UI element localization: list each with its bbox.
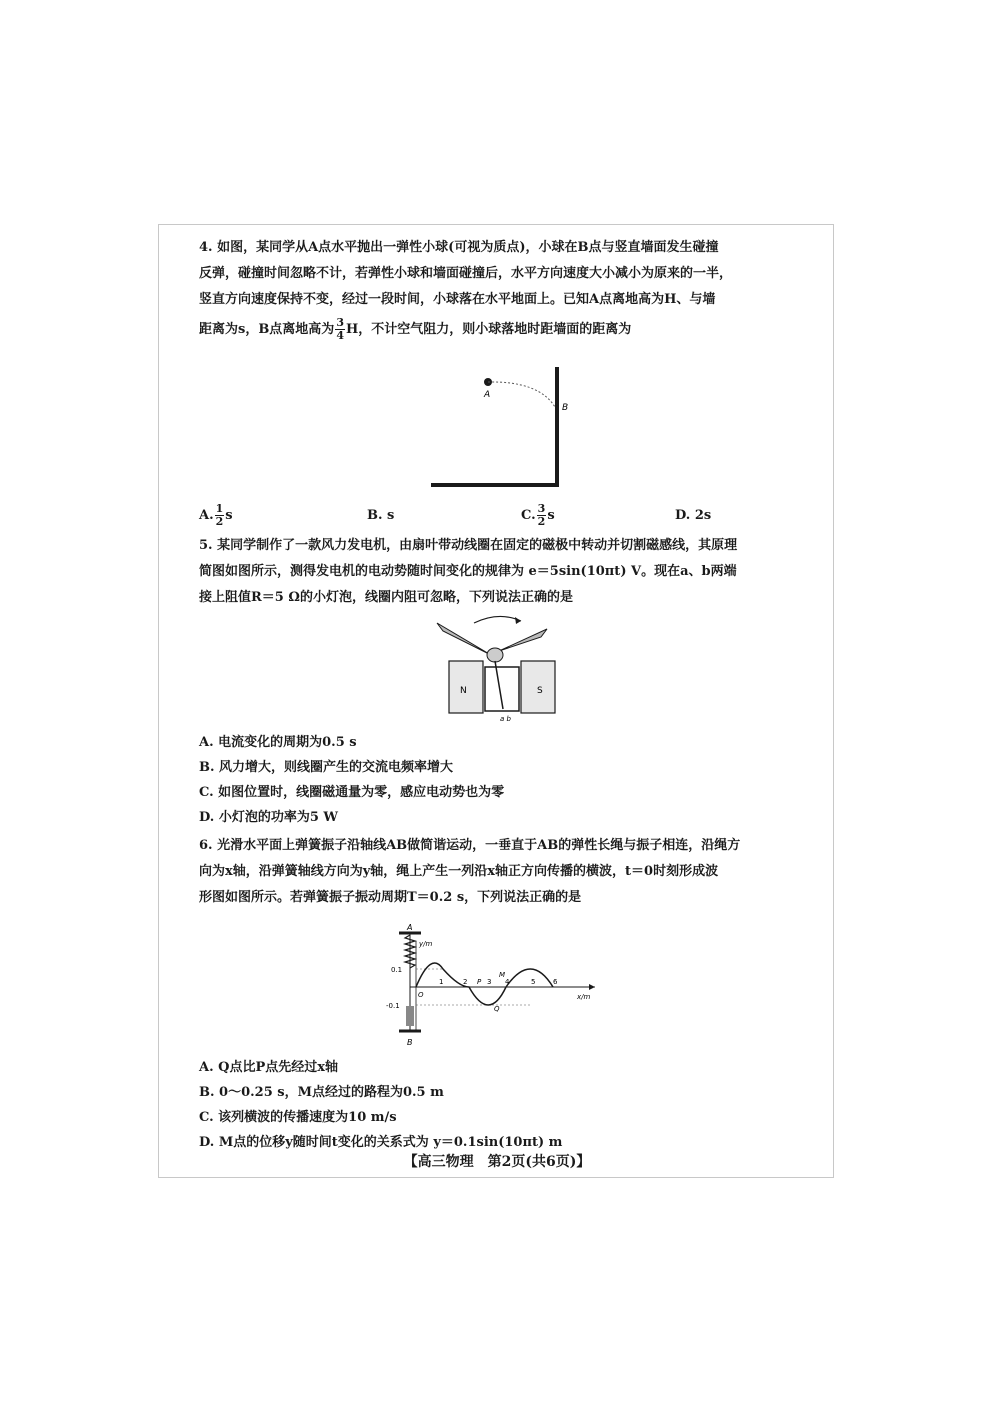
q6-figure [381, 921, 603, 1049]
q6-option-a[interactable]: A. Q点比P点先经过x轴 [199, 1060, 338, 1075]
q6-option-d[interactable]: D. M点的位移y随时间t变化的关系式为 y＝0.1sin(10πt) m [199, 1135, 563, 1150]
x-label: x/m [577, 993, 591, 1001]
point-p: P [477, 978, 482, 986]
point-q: Q [494, 1005, 500, 1013]
q5-option-d[interactable]: D. 小灯泡的功率为5 W [199, 810, 339, 825]
q4-option-a-num: 1 [215, 502, 224, 515]
x-tick-3: 3 [487, 978, 492, 986]
blade-left [437, 623, 491, 655]
q4-option-a-suffix: s [225, 508, 233, 523]
q4-figure [429, 365, 579, 490]
origin-label: O [418, 991, 424, 999]
q4-line-3: 竖直方向速度保持不变，经过一段时间，小球落在水平地面上。已知A点离地高为H、与墙 [199, 292, 716, 307]
page-footer: 【高三物理 第2页(共6页)】 [403, 1154, 591, 1170]
q5-line-3: 接上阻值R＝5 Ω的小灯泡，线圈内阻可忽略，下列说法正确的是 [199, 590, 573, 605]
x-tick-2: 2 [463, 978, 468, 986]
q4-option-d[interactable]: D. 2s [675, 508, 712, 523]
label-n: N [460, 686, 467, 696]
q5-option-c[interactable]: C. 如图位置时，线圈磁通量为零，感应电动势也为零 [199, 785, 505, 800]
q4-option-c-suffix: s [547, 508, 555, 523]
q6-option-b[interactable]: B. 0～0.25 s，M点经过的路程为0.5 m [199, 1085, 444, 1100]
q4-option-c-frac [537, 503, 547, 528]
x-tick-1: 1 [439, 978, 444, 986]
x-tick-5: 5 [531, 978, 536, 986]
x-tick-6: 6 [553, 978, 558, 986]
question-4 [199, 235, 819, 343]
trajectory [488, 382, 555, 407]
q4-fraction [335, 317, 345, 342]
blade-right [499, 629, 547, 651]
question-5 [199, 533, 819, 611]
q4-option-b[interactable]: B. s [367, 508, 395, 523]
exam-page [158, 224, 834, 1178]
q5-line-1: 5. 某同学制作了一款风力发电机，由扇叶带动线圈在固定的磁极中转动并切割磁感线，其原理 [199, 538, 738, 553]
q4-line-2: 反弹，碰撞时间忽略不计，若弹性小球和墙面碰撞后，水平方向速度大小减小为原来的一半， [199, 266, 733, 281]
label-s: S [537, 686, 543, 696]
label-a: A [407, 923, 413, 932]
q5-option-a[interactable]: A. 电流变化的周期为0.5 s [199, 735, 357, 750]
q6-line-3: 形图如图所示。若弹簧振子振动周期T＝0.2 s，下列说法正确的是 [199, 890, 582, 905]
q4-option-a-frac [215, 503, 225, 528]
label-a: A [484, 390, 491, 400]
q4-option-a-den: 2 [215, 515, 224, 528]
q4-line-4-pre: 距离为s，B点离地高为 [199, 322, 335, 337]
q5-figure [429, 611, 569, 723]
q4-option-c[interactable] [521, 503, 555, 528]
point-m: M [499, 971, 506, 979]
q4-line-1: 4. 如图，某同学从A点水平抛出一弹性小球(可视为质点)，小球在B点与竖直墙面发生碰撞 [199, 240, 719, 255]
q4-frac-num: 3 [336, 316, 344, 329]
label-ab: a b [500, 715, 511, 723]
q4-option-a[interactable] [199, 503, 233, 528]
arrow-head [515, 617, 521, 624]
oscillator-block [406, 1006, 414, 1026]
q4-line-4-post: H，不计空气阻力，则小球落地时距墙面的距离为 [345, 322, 632, 337]
q4-line-4 [199, 317, 819, 343]
rotation-arrow [474, 616, 521, 623]
q4-option-c-prefix: C. [521, 508, 536, 523]
q4-option-c-den: 2 [537, 515, 546, 528]
q6-option-c[interactable]: C. 该列横波的传播速度为10 m/s [199, 1110, 397, 1125]
label-b: B [562, 403, 569, 413]
x-axis-arrow [589, 984, 595, 990]
y-label: y/m [419, 940, 433, 948]
q5-option-b[interactable]: B. 风力增大，则线圈产生的交流电频率增大 [199, 760, 454, 775]
q6-line-2: 向为x轴，沿弹簧轴线方向为y轴，绳上产生一列沿x轴正方向传播的横波，t＝0时刻形成波 [199, 864, 719, 879]
question-6 [199, 833, 819, 911]
hub [487, 648, 503, 662]
label-b: B [407, 1038, 413, 1047]
q4-option-c-num: 3 [537, 502, 546, 515]
y-tick-top: 0.1 [391, 966, 403, 974]
y-tick-bottom: -0.1 [386, 1002, 400, 1010]
q5-line-2: 简图如图所示，测得发电机的电动势随时间变化的规律为 e＝5sin(10πt) V。现在a、b两端 [199, 564, 737, 579]
x-tick-4: 4 [505, 978, 510, 986]
q6-line-1: 6. 光滑水平面上弹簧振子沿轴线AB做简谐运动，一垂直于AB的弹性长绳与振子相连，沿绳方 [199, 838, 741, 853]
q4-option-a-prefix: A. [199, 508, 214, 523]
spring [405, 935, 415, 968]
q4-frac-den: 4 [336, 329, 344, 342]
